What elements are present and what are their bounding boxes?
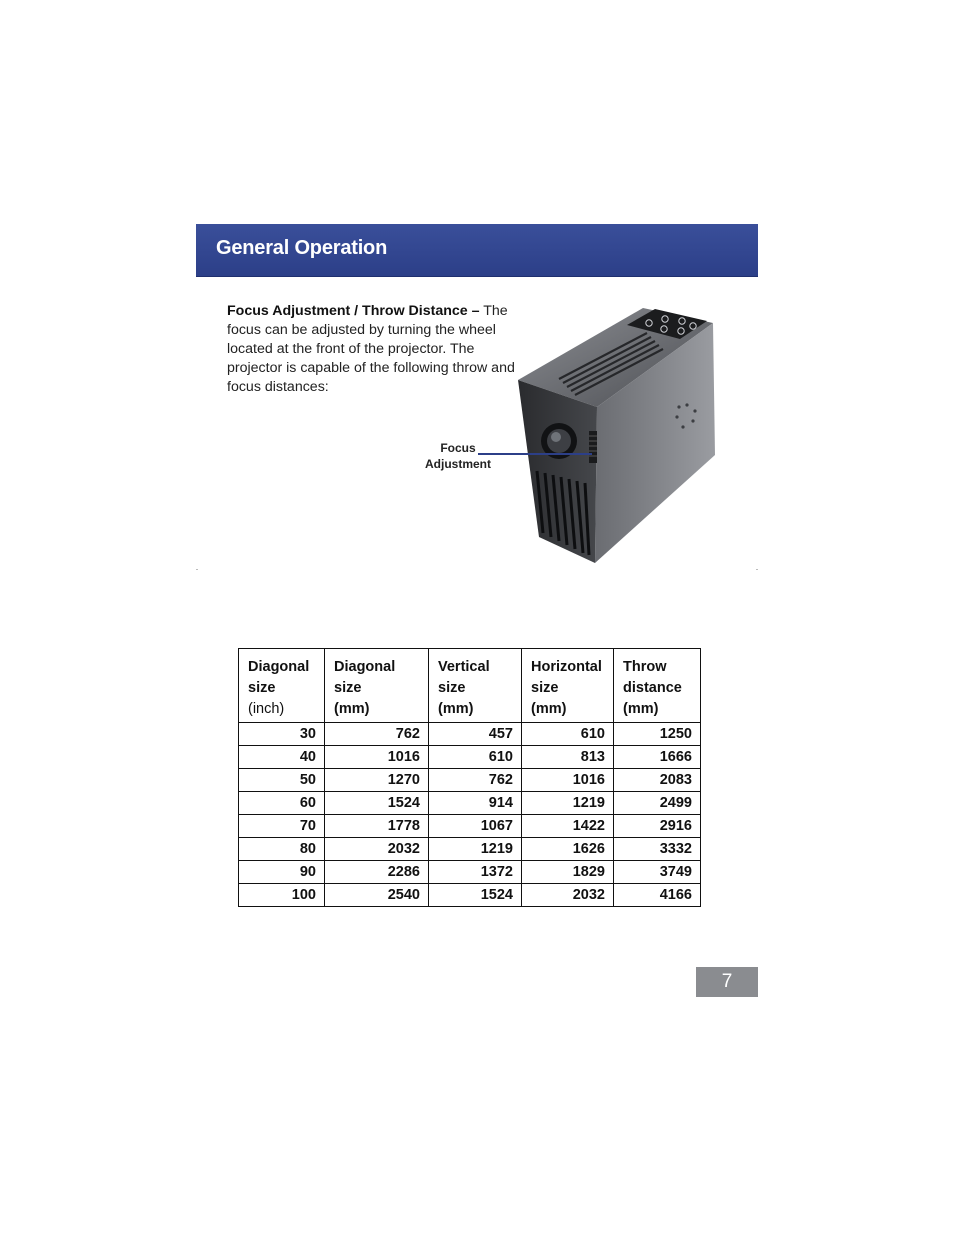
table-cell: 762 bbox=[429, 769, 522, 792]
table-cell: 50 bbox=[239, 769, 325, 792]
table-row bbox=[239, 838, 701, 861]
intro-heading: Focus Adjustment / Throw Distance – bbox=[227, 303, 480, 319]
table-cell: 30 bbox=[239, 723, 325, 746]
table-cell: 2540 bbox=[325, 884, 429, 907]
table-cell: 90 bbox=[239, 861, 325, 884]
table-cell: 4166 bbox=[614, 884, 701, 907]
table-cell: 80 bbox=[239, 838, 325, 861]
table-cell: 1524 bbox=[429, 884, 522, 907]
table-cell: 1422 bbox=[522, 815, 614, 838]
table-cell: 2083 bbox=[614, 769, 701, 792]
table-row bbox=[239, 723, 701, 746]
table-cell: 3332 bbox=[614, 838, 701, 861]
table-cell: 40 bbox=[239, 746, 325, 769]
col-header-diagonal-inch: Diagonal size (inch) bbox=[239, 649, 325, 723]
callout-pointer-line bbox=[478, 453, 592, 455]
col-header-diagonal-mm: Diagonal size (mm) bbox=[325, 649, 429, 723]
table-cell: 2499 bbox=[614, 792, 701, 815]
table-row bbox=[239, 884, 701, 907]
crop-mark-left bbox=[196, 569, 198, 570]
table-cell: 914 bbox=[429, 792, 522, 815]
page-number-badge: 7 bbox=[696, 967, 758, 997]
intro-paragraph bbox=[227, 302, 517, 397]
table-cell: 1219 bbox=[429, 838, 522, 861]
table-cell: 60 bbox=[239, 792, 325, 815]
table-row bbox=[239, 746, 701, 769]
table-cell: 1778 bbox=[325, 815, 429, 838]
table-cell: 1626 bbox=[522, 838, 614, 861]
table-cell: 70 bbox=[239, 815, 325, 838]
crop-mark-right bbox=[756, 569, 758, 570]
col-header-horizontal-mm: Horizontal size (mm) bbox=[522, 649, 614, 723]
table-cell: 1666 bbox=[614, 746, 701, 769]
table-cell: 2032 bbox=[522, 884, 614, 907]
table-cell: 457 bbox=[429, 723, 522, 746]
table-cell: 2286 bbox=[325, 861, 429, 884]
table-cell: 2032 bbox=[325, 838, 429, 861]
table-cell: 1219 bbox=[522, 792, 614, 815]
focus-adjustment-callout bbox=[418, 440, 498, 472]
table-cell: 1067 bbox=[429, 815, 522, 838]
callout-line2: Adjustment bbox=[425, 457, 491, 471]
table-cell: 1250 bbox=[614, 723, 701, 746]
table-cell: 762 bbox=[325, 723, 429, 746]
table-row bbox=[239, 769, 701, 792]
table-cell: 1372 bbox=[429, 861, 522, 884]
table-row bbox=[239, 792, 701, 815]
table-cell: 813 bbox=[522, 746, 614, 769]
table-cell: 1016 bbox=[522, 769, 614, 792]
table-cell: 3749 bbox=[614, 861, 701, 884]
table-row bbox=[239, 861, 701, 884]
table-cell: 2916 bbox=[614, 815, 701, 838]
table-row bbox=[239, 815, 701, 838]
table-cell: 610 bbox=[429, 746, 522, 769]
col-header-vertical-mm: Vertical size (mm) bbox=[429, 649, 522, 723]
table-header-row bbox=[239, 649, 701, 723]
table-cell: 1270 bbox=[325, 769, 429, 792]
intro-body: The focus can be adjusted by turning the wheel located at the front of the projector. The projector is capable of the following throw and focus distances: bbox=[227, 303, 515, 395]
table-cell: 1016 bbox=[325, 746, 429, 769]
table-cell: 610 bbox=[522, 723, 614, 746]
table-cell: 1524 bbox=[325, 792, 429, 815]
projector-image bbox=[515, 305, 720, 567]
table-cell: 100 bbox=[239, 884, 325, 907]
throw-distance-table bbox=[238, 648, 701, 907]
section-header bbox=[196, 224, 758, 277]
callout-line1: Focus bbox=[440, 441, 476, 455]
section-title: General Operation bbox=[216, 237, 388, 259]
col-header-throw-mm: Throw distance (mm) bbox=[614, 649, 701, 723]
table-cell: 1829 bbox=[522, 861, 614, 884]
